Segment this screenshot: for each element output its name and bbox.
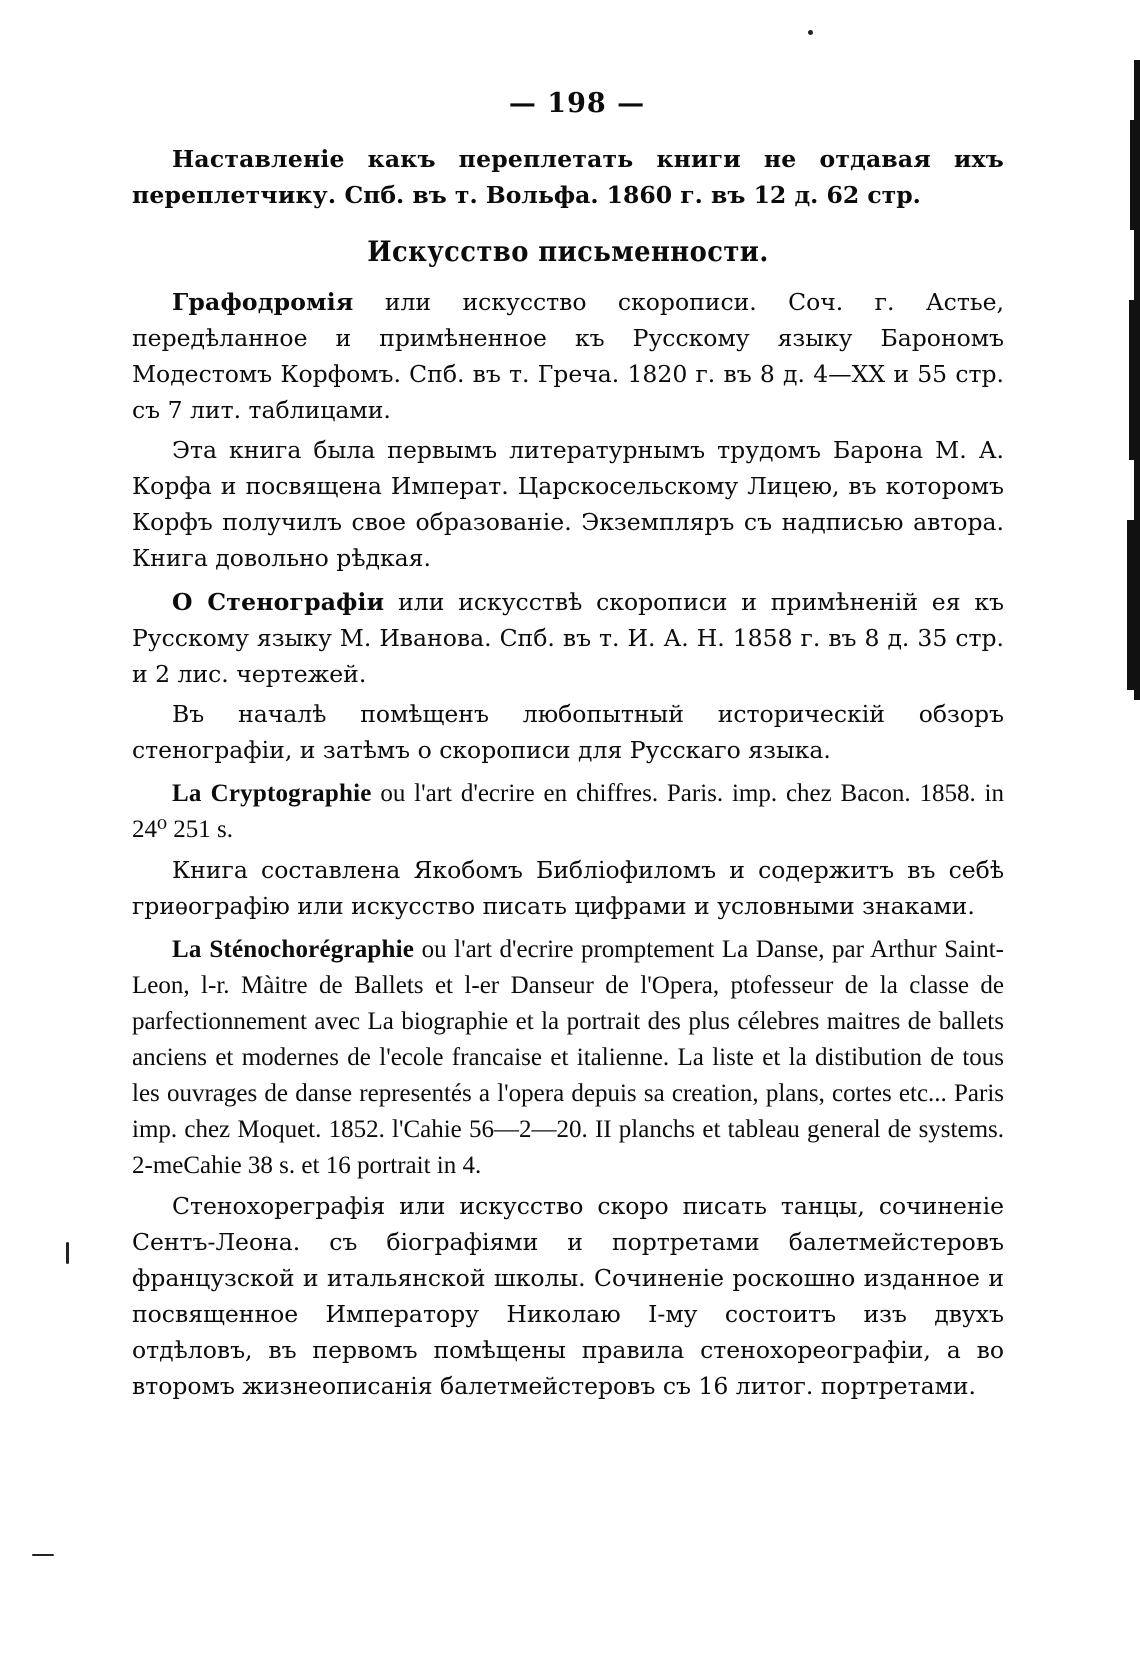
entry-title: La Cryptographie (172, 780, 372, 807)
entry-imprint: ou l'art d'ecrire promptement La Danse, par Arthur Saint-Leon, l-r. Màitre de Ballets et l-er Danseur de l'Opera, ptofesseur de la classe de parfectionnement avec La biographie et la portrait des plus célebres maitres de ballets anciens et modernes de l'ecole francaise et italienne. La liste et la distibution de tous les ouvrages de danse representés a l'opera depuis sa creation, plans, cortes etc... Paris imp. chez Moquet. 1852. l'Cahie 56—2—20. II planchs et tableau general de systems. 2-meCahie 38 s. et 16 portrait in 4. (132, 936, 1004, 1179)
entry-imprint: ou l'art d'ecrire en chiffres. Paris. imp. chez Bacon. 1858. in 24⁰ 251 s. (132, 780, 1005, 843)
entry-bookbinding (132, 141, 1004, 213)
scan-edge-artifact (1118, 0, 1140, 720)
entry-imprint: или искусство скорописи. Соч. г. Астье, передѣланное и примѣненное къ Русскому языку Барономъ Модестомъ Корфомъ. Спб. въ т. Греча. 1820 г. въ 8 д. 4—XX и 55 стр. съ 7 лит. таблицами. (132, 288, 1004, 424)
entry-description: Въ началѣ помѣщенъ любопытный историческій обзоръ стенографіи, и затѣмъ о скорописи для Русскаго языка. (132, 700, 1004, 764)
entry-description: Стенохореграфія или искусство скоро писать танцы, сочиненіе Сентъ-Леона. съ біографіями и портретами балетмейстеровъ французской и итальянской школы. Сочиненіе роскошно изданное и посвященное Императору Николаю I-му состоитъ изъ двухъ отдѣловъ, въ первомъ помѣщены правила стенохореографіи, а во второмъ жизнеописанія балетмейстеровъ съ 16 литог. портретами. (132, 1192, 1004, 1400)
entry-title: La Sténochorégraphie (172, 936, 415, 963)
book-page (132, 88, 1004, 1412)
scan-speck (808, 30, 813, 35)
scan-edge-bar (1130, 120, 1134, 230)
entry-bookbinding-title (132, 141, 1004, 213)
entry-cryptographie (132, 776, 1004, 924)
entry-stenochoregraphie (132, 932, 1004, 1404)
entry-grafodromia (132, 284, 1004, 576)
scan-edge-bar (1127, 520, 1134, 690)
scan-edge-bar (1129, 300, 1134, 460)
entry-title: Наставленіе какъ переплетать книги не отдавая ихъ переплетчику. (132, 145, 1004, 209)
entry-description: Эта книга была первымъ литературнымъ трудомъ Барона М. А. Корфа и посвящена Императ. Царскосельскому Лицею, въ которомъ Корфъ получилъ свое образованіе. Экземпляръ съ надписью автора. Книга довольно рѣдкая. (132, 436, 1004, 572)
scan-speck (32, 1554, 54, 1556)
scan-speck (66, 1242, 69, 1264)
entry-imprint: или искусствѣ скорописи и примѣненій ея къ Русскому языку М. Иванова. Спб. въ т. И. А. Н. 1858 г. въ 8 д. 35 стр. и 2 лис. чертежей. (132, 588, 1004, 688)
entry-stenografia (132, 584, 1004, 768)
scan-edge-bar (1134, 60, 1140, 700)
entry-imprint: Спб. въ т. Вольфа. 1860 г. въ 12 д. 62 стр. (344, 181, 921, 209)
entry-title: Графодромія (172, 288, 354, 316)
page-number: — 198 — (508, 88, 646, 119)
entry-description: Книга составлена Якобомъ Библіофиломъ и содержитъ въ себѣ гриѳографію или искусство писать цифрами и условными знаками. (132, 856, 1004, 920)
entry-title: О Стенографіи (172, 588, 385, 616)
section-heading: Искусство письменности. (367, 235, 769, 268)
